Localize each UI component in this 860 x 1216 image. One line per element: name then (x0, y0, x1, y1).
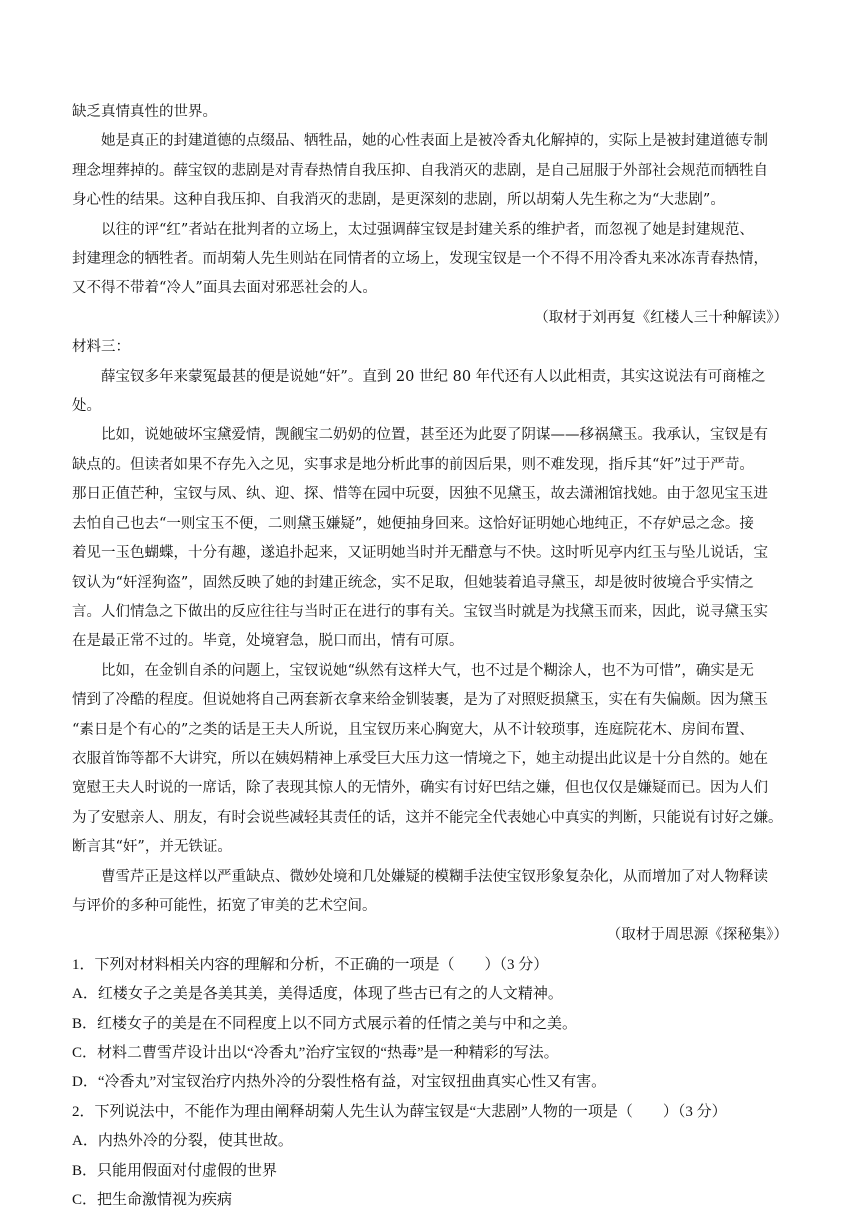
paragraph-line: 那日正值芒种，宝钗与凤、纨、迎、探、惜等在园中玩耍，因独不见黛玉，故去潇湘馆找她。由于忽见宝玉进 (72, 486, 768, 503)
option-c: C．材料二曹雪芹设计出以“冷香丸”治疗宝钗的“热毒”是一种精彩的写法。 (72, 1045, 559, 1061)
paragraph (72, 421, 788, 656)
document-body (72, 98, 788, 1215)
paragraph-line: 处。 (72, 398, 101, 415)
paragraph-line: 钗认为“奸淫狗盗”，固然反映了她的封建正统念，实不足取，但她装着追寻黛玉，却是彼时彼境合乎实情之 (72, 574, 754, 591)
question-2: 2．下列说法中，不能作为理由阐释胡菊人先生认为薛宝钗是“大悲剧”人物的一项是（ ）（3 分） (72, 1103, 727, 1120)
paragraph-line: 比如，在金钏自杀的问题上，宝钗说她“纵然有这样大气，也不过是个糊涂人，也不为可惜”，确实是无 (101, 662, 754, 679)
paragraph-line: 去怕自己也去“一则宝玉不便，二则黛玉嫌疑”，她便抽身回来。这恰好证明她心地纯正，不存妒忌之念。接 (72, 515, 754, 532)
paragraph (72, 216, 788, 304)
option-a: A．红楼女子之美是各美其美，美得适度，体现了些古已有之的人文精神。 (72, 986, 563, 1003)
paragraph (72, 363, 788, 422)
option-c: C．把生命激情视为疾病 (72, 1192, 233, 1209)
paragraph-line: 薛宝钗多年来蒙冤最甚的便是说她“奸”。直到 20 世纪 80 年代还有人以此相责，其实这说法有可商榷之 (101, 368, 766, 385)
paragraph-line: 又不得不带着“冷人”面具去面对邪恶社会的人。 (72, 280, 377, 297)
paragraph (72, 863, 788, 922)
paragraph-line: 宽慰王夫人时说的一席话，除了表现其惊人的无情外，确实有讨好巴结之嫌，但也仅仅是嫌疑而已。因为人们 (72, 780, 768, 797)
paragraph-line: 为了安慰亲人、朋友，有时会说些减轻其责任的话，这并不能完全代表她心中真实的判断，只能说有讨好之嫌。 (72, 809, 783, 826)
option-b: B．只能用假面对付虚假的世界 (72, 1162, 278, 1179)
section-heading: 材料三： (72, 339, 130, 356)
paragraph-line: 缺点的。但读者如果不存先入之见，实事求是地分析此事的前因后果，则不难发现，指斥其“奸”过于严苛。 (72, 456, 754, 473)
paragraph-line: 与评价的多种可能性，拓宽了审美的艺术空间。 (72, 897, 377, 914)
source-citation: （取材于刘再复《红楼人三十种解读》） (534, 309, 788, 326)
option-b: B．红楼女子的美是在不同程度上以不同方式展示着的任情之美与中和之美。 (72, 1015, 578, 1032)
paragraph-line: 她是真正的封建道德的点缀品、牺牲品，她的心性表面上是被冷香丸化解掉的，实际上是被封建道德专制 (101, 133, 768, 150)
paragraph-line: 身心性的结果。这种自我压抑、自我消灭的悲剧，是更深刻的悲剧，所以胡菊人先生称之为“大悲剧”。 (72, 192, 725, 209)
paragraph-line: 言。人们情急之下做出的反应往往与当时正在进行的事有关。宝钗当时就是为找黛玉而来，因此，说寻黛玉实 (72, 603, 768, 620)
option-d: D．“冷香丸”对宝钗治疗内热外冷的分裂性格有益，对宝钗扭曲真实心性又有害。 (72, 1074, 607, 1091)
paragraph-line: 情到了冷酷的程度。但说她将自己两套新衣拿来给金钏装裹，是为了对照贬损黛玉，实在有失偏颇。因为黛玉 (72, 692, 768, 709)
paragraph-line: 以往的评“红”者站在批判者的立场上，太过强调薛宝钗是封建关系的维护者，而忽视了她是封建规范、 (101, 221, 754, 238)
paragraph-line: 比如，说她破坏宝黛爱情，觊觎宝二奶奶的位置，甚至还为此耍了阴谋——移祸黛玉。我承认，宝钗是有 (101, 427, 768, 444)
paragraph-line: 着见一玉色蝴蝶，十分有趣，遂追扑起来，又证明她当时并无醋意与不快。这时听见亭内红玉与坠儿说话，宝 (72, 545, 768, 562)
paragraph-line: 封建理念的牺牲者。而胡菊人先生则站在同情者的立场上，发现宝钗是一个不得不用冷香丸来冰冻青春热情， (72, 251, 768, 268)
paragraph-line: 衣服首饰等都不大讲究，所以在姨妈精神上承受巨大压力这一情境之下，她主动提出此议是十分自然的。她在 (72, 750, 768, 767)
paragraph-line: 断言其“奸”，并无铁证。 (72, 839, 232, 856)
paragraph-line: “素日是个有心的”之类的话是王夫人所说，且宝钗历来心胸宽大，从不计较琐事，连庭院花木、房间布置、 (72, 721, 754, 738)
paragraph-line: 在是最正常不过的。毕竟，处境窘急，脱口而出，情有可原。 (72, 633, 464, 650)
paragraph-line: 理念埋葬掉的。薛宝钗的悲剧是对青春热情自我压抑、自我消灭的悲剧，是自己屈服于外部社会规范而牺牲自 (72, 162, 768, 179)
paragraph (72, 657, 788, 863)
paragraph (72, 127, 788, 215)
source-citation: （取材于周思源《探秘集》） (606, 927, 788, 944)
paragraph-line: 曹雪芹正是这样以严重缺点、微妙处境和几处嫌疑的模糊手法使宝钗形象复杂化，从而增加了对人物释读 (101, 868, 768, 885)
option-a: A．内热外冷的分裂，使其世故。 (72, 1133, 293, 1150)
paragraph-line: 缺乏真情真性的世界。 (72, 104, 217, 120)
question-1: 1．下列对材料相关内容的理解和分析，不正确的一项是（ ）（3 分） (72, 956, 549, 973)
